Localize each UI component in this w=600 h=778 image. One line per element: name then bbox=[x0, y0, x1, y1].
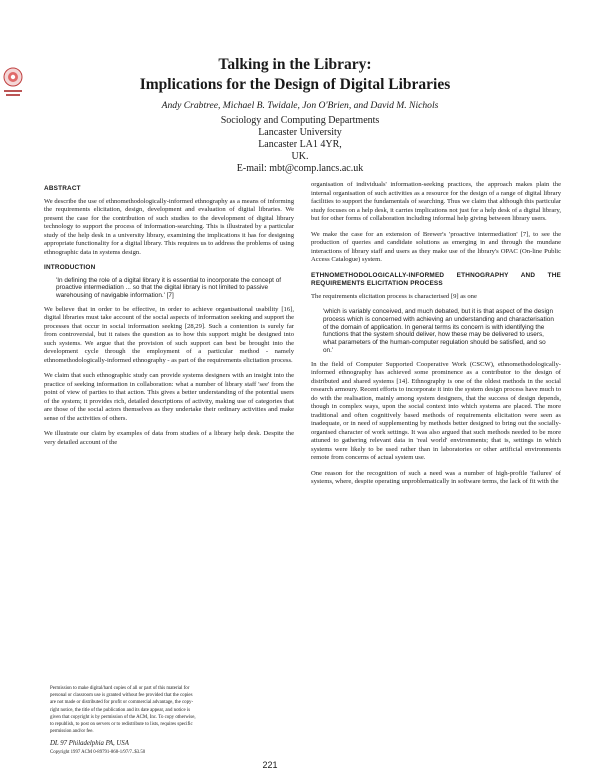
abstract-paragraph: We describe the use of ethnomethodologically-informed ethnography as a means of informing the requirements elicitation, design, development and evaluation of digital libraries. We present the case for the contribution of such studies to the development of digital library technology to support the process of information-searching. This is illustrated by a particular study of the help desk in a university library, examining the implications it has for designing appropriate functionality for a digital library. This requires us to address the problems of using ethnographic data in systems design. bbox=[44, 197, 294, 256]
permission-line: personal or classroom use is granted without fee provided that the copies bbox=[50, 693, 193, 699]
body-paragraph: We believe that in order to be effective, in order to achieve organisational usability [16], digital libraries must take account of the social aspects of information seeking and support the processes that occur in social information seeking [28,29]. Such a contention is surely far from controversial, but it raises the question as to how this support might be designed into such systems. We argue that the provision of such support can best be brought into the development cycle through the employment of a particular method - namely ethnomethodologically-informed ethnography - as part of the requirements elicitation process. bbox=[44, 305, 294, 364]
abstract-heading: ABSTRACT bbox=[44, 185, 81, 192]
affiliation-line: Lancaster University bbox=[258, 127, 342, 138]
permission-line: permission and/or fee. bbox=[50, 729, 94, 735]
permission-notice bbox=[50, 686, 240, 736]
introduction-heading: INTRODUCTION bbox=[44, 264, 96, 271]
left-column bbox=[44, 181, 294, 454]
body-paragraph: In the field of Computer Supported Cooperative Work (CSCW), ethnomethodologically-informed ethnography has achieved some prominence as a contributor to the design of distributed and shared systems [14]. Ethnography is one of the oldest methods in the social research armoury. Recent efforts to incorporate it into the system design process have much to do with the realisation, mainly among system designers, that the success of design depends, though in complex ways, upon the social context into which systems are placed. The more traditional and often cognitively based methods of requirements elicitation were seen as inadequate, or in need of supplementing by methods better designed to bring out the socially-organised character of work settings. It was also argued that such methods needed to be more attuned to gathering relevant data in 'real world' environments; that is, settings in which systems were likely to be used rather than in laboratories or other artificial environments remote from concerns of actual system use. bbox=[311, 360, 561, 462]
section-heading: ETHNOMETHODOLOGICALLY-INFORMED ETHNOGRAPHY AND THE REQUIREMENTS ELICITATION PROCESS bbox=[311, 271, 561, 287]
body-paragraph: We claim that such ethnographic study can provide systems designers with an insight into the practice of seeking information in collaboration: what a number of library staff 'see' from the point of view of parties to that action. This gives a better understanding of the potential users of the system; it provides rich, detailed descriptions of activity, making use of categories that are those of the social actors themselves as they undertake their ordinary activities and make sense of the activities of others. bbox=[44, 372, 294, 422]
body-paragraph: The requirements elicitation process is characterised [9] as one bbox=[311, 292, 477, 300]
conference-place: DL 97 Philadelphia PA, USA bbox=[50, 740, 129, 747]
body-paragraph: We make the case for an extension of Brewer's 'proactive intermediation' [7], to see the production of queries and candidate solutions as emerging in and through the mundane interactions of library staff and users as they make use of the library's OPAC (On-line Public Access Catalogue) system. bbox=[311, 230, 561, 263]
requirements-quote: 'which is variably conceived, and much debated, but it is that aspect of the design process which is concerned with achieving an understanding and characterisation of the domain of application. In general terms its concern is with identifying the functions that the system should deliver, how these may be delivered to users, what parameters of the human-computer regulation should be satisfied, and so on.' bbox=[323, 308, 554, 354]
body-paragraph: We illustrate our claim by examples of data from studies of a library help desk. Despite the very detailed account of the bbox=[44, 430, 294, 446]
introduction-quote: 'In defining the role of a digital library it is essential to incorporate the concept of proactive intermediation ... so that the digital library is not limited to passive warehousing of navigable information.' [7] bbox=[56, 276, 282, 300]
body-paragraph: One reason for the recognition of such a need was a number of high-profile 'failures' of systems, where, despite operating unproblematically in software terms, the lack of fit with the bbox=[311, 469, 561, 486]
affiliation-line: Sociology and Computing Departments bbox=[220, 115, 380, 126]
copyright-line: Copyright 1997 ACM 0-89791-868-1/97/7..$3.50 bbox=[50, 750, 146, 755]
page-number: 221 bbox=[262, 760, 278, 770]
affiliation-line: UK. bbox=[291, 151, 309, 162]
acm-seal-logo bbox=[2, 66, 24, 100]
affiliation-email: E-mail: mbt@comp.lancs.ac.uk bbox=[236, 163, 364, 174]
affiliation-line: Lancaster LA1 4YR, bbox=[258, 139, 342, 150]
permission-line: to republish, to post on servers or to redistribute to lists, requires specific bbox=[50, 722, 193, 728]
body-paragraph: organisation of individuals' information-seeking practices, the approach makes plain the internal organisation of such activities as a resource for the design of a range of digital library facilities to support the fundamentals of searching. Thus we claim that although this particular study focuses on a help desk, it carries implications not just for a help desk of a digital library, but for other forms of collaboration including informal help giving between library users. bbox=[311, 181, 561, 222]
permission-line: Permission to make digital/hard copies of all or part of this material for bbox=[50, 686, 190, 691]
title-line-1: Talking in the Library: bbox=[218, 56, 372, 73]
title-line-2: Implications for the Design of Digital Libraries bbox=[139, 76, 451, 93]
permission-line: given that copyright is by permission of the ACM, Inc. To copy otherwise, bbox=[50, 714, 196, 720]
authors: Andy Crabtree, Michael B. Twidale, Jon O'Brien, and David M. Nichols bbox=[161, 100, 439, 111]
permission-line: right notice, the title of the publication and its date appear, and notice is bbox=[50, 707, 191, 713]
permission-line: are not made or distributed for profit or commercial advantage, the copy- bbox=[50, 700, 194, 706]
right-column bbox=[311, 181, 561, 494]
